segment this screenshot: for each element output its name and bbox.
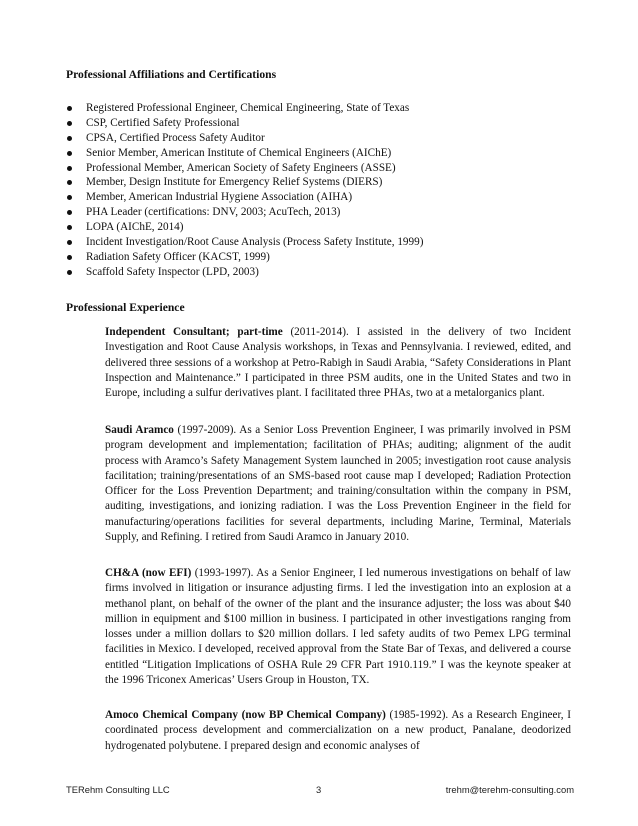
bullet-icon	[67, 210, 72, 215]
bullet-icon	[67, 195, 72, 200]
experience-heading: Professional Experience	[66, 301, 185, 314]
list-item-text: CPSA, Certified Process Safety Auditor	[86, 131, 265, 144]
list-item-text: Senior Member, American Institute of Chemical Engineers (AIChE)	[86, 146, 392, 159]
bullet-icon	[67, 136, 72, 141]
list-item-text: PHA Leader (certifications: DNV, 2003; AcuTech, 2013)	[86, 206, 341, 219]
footer-page-number: 3	[316, 784, 322, 795]
list-item-text: Member, American Industrial Hygiene Association (AIHA)	[86, 191, 353, 204]
experience-entry-saudi-aramco	[105, 423, 571, 545]
experience-entry-independent	[105, 325, 571, 401]
list-item	[66, 190, 586, 205]
bullet-icon	[67, 151, 72, 156]
experience-description: (1997-2009). As a Senior Loss Prevention Engineer, I was primarily involved in PSM program development and implementation; facilitation of PHAs; auditing; alignment of the audit process with Aramco’s Safety Management System launched in 2005; investigation root cause analysis facilitation; training/presentations of an SMS-based root cause map I developed; Radiation Protection Officer for the Loss Prevention Department; and training/consultation within the company in PSM, auditing, investigations, and ionizing radiation. I was the Loss Prevention Engineer in the field for manufacturing/operations facilities for several departments, including Marine, Terminal, Materials Supply, and Refining. I retired from Saudi Aramco in January 2010.	[105, 424, 571, 544]
list-item	[66, 205, 586, 220]
experience-entry-cha	[105, 566, 571, 688]
footer-email: trehm@terehm-consulting.com	[445, 784, 574, 795]
bullet-icon	[67, 180, 72, 185]
list-item-text: CSP, Certified Safety Professional	[86, 116, 240, 129]
employer-name: CH&A (now EFI)	[105, 567, 192, 579]
bullet-icon	[67, 255, 72, 260]
footer-company: TERehm Consulting LLC	[66, 784, 170, 795]
list-item-text: LOPA (AIChE, 2014)	[86, 221, 184, 234]
list-item	[66, 265, 586, 280]
bullet-icon	[67, 121, 72, 126]
bullet-icon	[67, 240, 72, 245]
list-item-text: Radiation Safety Officer (KACST, 1999)	[86, 250, 270, 263]
bullet-icon	[67, 166, 72, 171]
page-footer	[66, 784, 574, 800]
list-item-text: Scaffold Safety Inspector (LPD, 2003)	[86, 265, 259, 278]
experience-description: (1985-1992). As a Research Engineer, I coordinated process development and commercialization on a new product, Panalane, deodorized hydrogenated polybutene. I prepared design and economic analyses of	[105, 709, 571, 752]
list-item	[66, 161, 586, 176]
list-item	[66, 235, 586, 250]
list-item	[66, 131, 586, 146]
affiliations-heading: Professional Affiliations and Certifications	[66, 68, 277, 81]
experience-entry-amoco	[105, 708, 571, 754]
bullet-icon	[67, 106, 72, 111]
bullet-icon	[67, 225, 72, 230]
experience-description: (2011-2014). I assisted in the delivery of two Incident Investigation and Root Cause Analysis workshops, in Texas and Pennsylvania. I reviewed, edited, and delivered three sessions of a workshop at Petro-Rabigh in Saudi Arabia, “Safety Considerations in Plant Inspection and Maintenance.” I participated in three PSM audits, one in the United States and two in Europe, including a sulfur derivatives plant. I facilitated three PHAs, two at a metalorganics plant.	[105, 326, 571, 400]
list-item	[66, 175, 586, 190]
list-item	[66, 101, 586, 116]
bullet-icon	[67, 270, 72, 275]
list-item-text: Member, Design Institute for Emergency Relief Systems (DIERS)	[86, 176, 383, 189]
list-item	[66, 220, 586, 235]
list-item	[66, 250, 586, 265]
list-item	[66, 116, 586, 131]
employer-name: Saudi Aramco	[105, 424, 174, 436]
affiliations-list	[66, 101, 586, 280]
list-item-text: Incident Investigation/Root Cause Analysis (Process Safety Institute, 1999)	[86, 236, 424, 249]
list-item	[66, 146, 586, 161]
employer-name: Amoco Chemical Company (now BP Chemical Company)	[105, 709, 386, 721]
experience-description: (1993-1997). As a Senior Engineer, I led numerous investigations on behalf of law firms involved in litigation or insurance adjusting firms. I led the investigation into an explosion at a methanol plant, on behalf of the owner of the plant and the insurance adjuster; the loss was about $40 million in equipment and $100 million in business. I participated in other investigations ranging from losses under a million dollars to $20 million dollars. I led safety audits of two Pemex LPG terminal facilities in Mexico. I developed, received approval from the State Bar of Texas, and delivered a course entitled “Litigation Implications of OSHA Rule 29 CFR Part 1910.119.” I was the keynote speaker at the 1996 Triconex Americas’ Users Group in Houston, TX.	[105, 567, 572, 687]
list-item-text: Registered Professional Engineer, Chemical Engineering, State of Texas	[86, 102, 410, 114]
list-item-text: Professional Member, American Society of Safety Engineers (ASSE)	[86, 161, 396, 174]
employer-name: Independent Consultant; part-time	[105, 326, 283, 338]
